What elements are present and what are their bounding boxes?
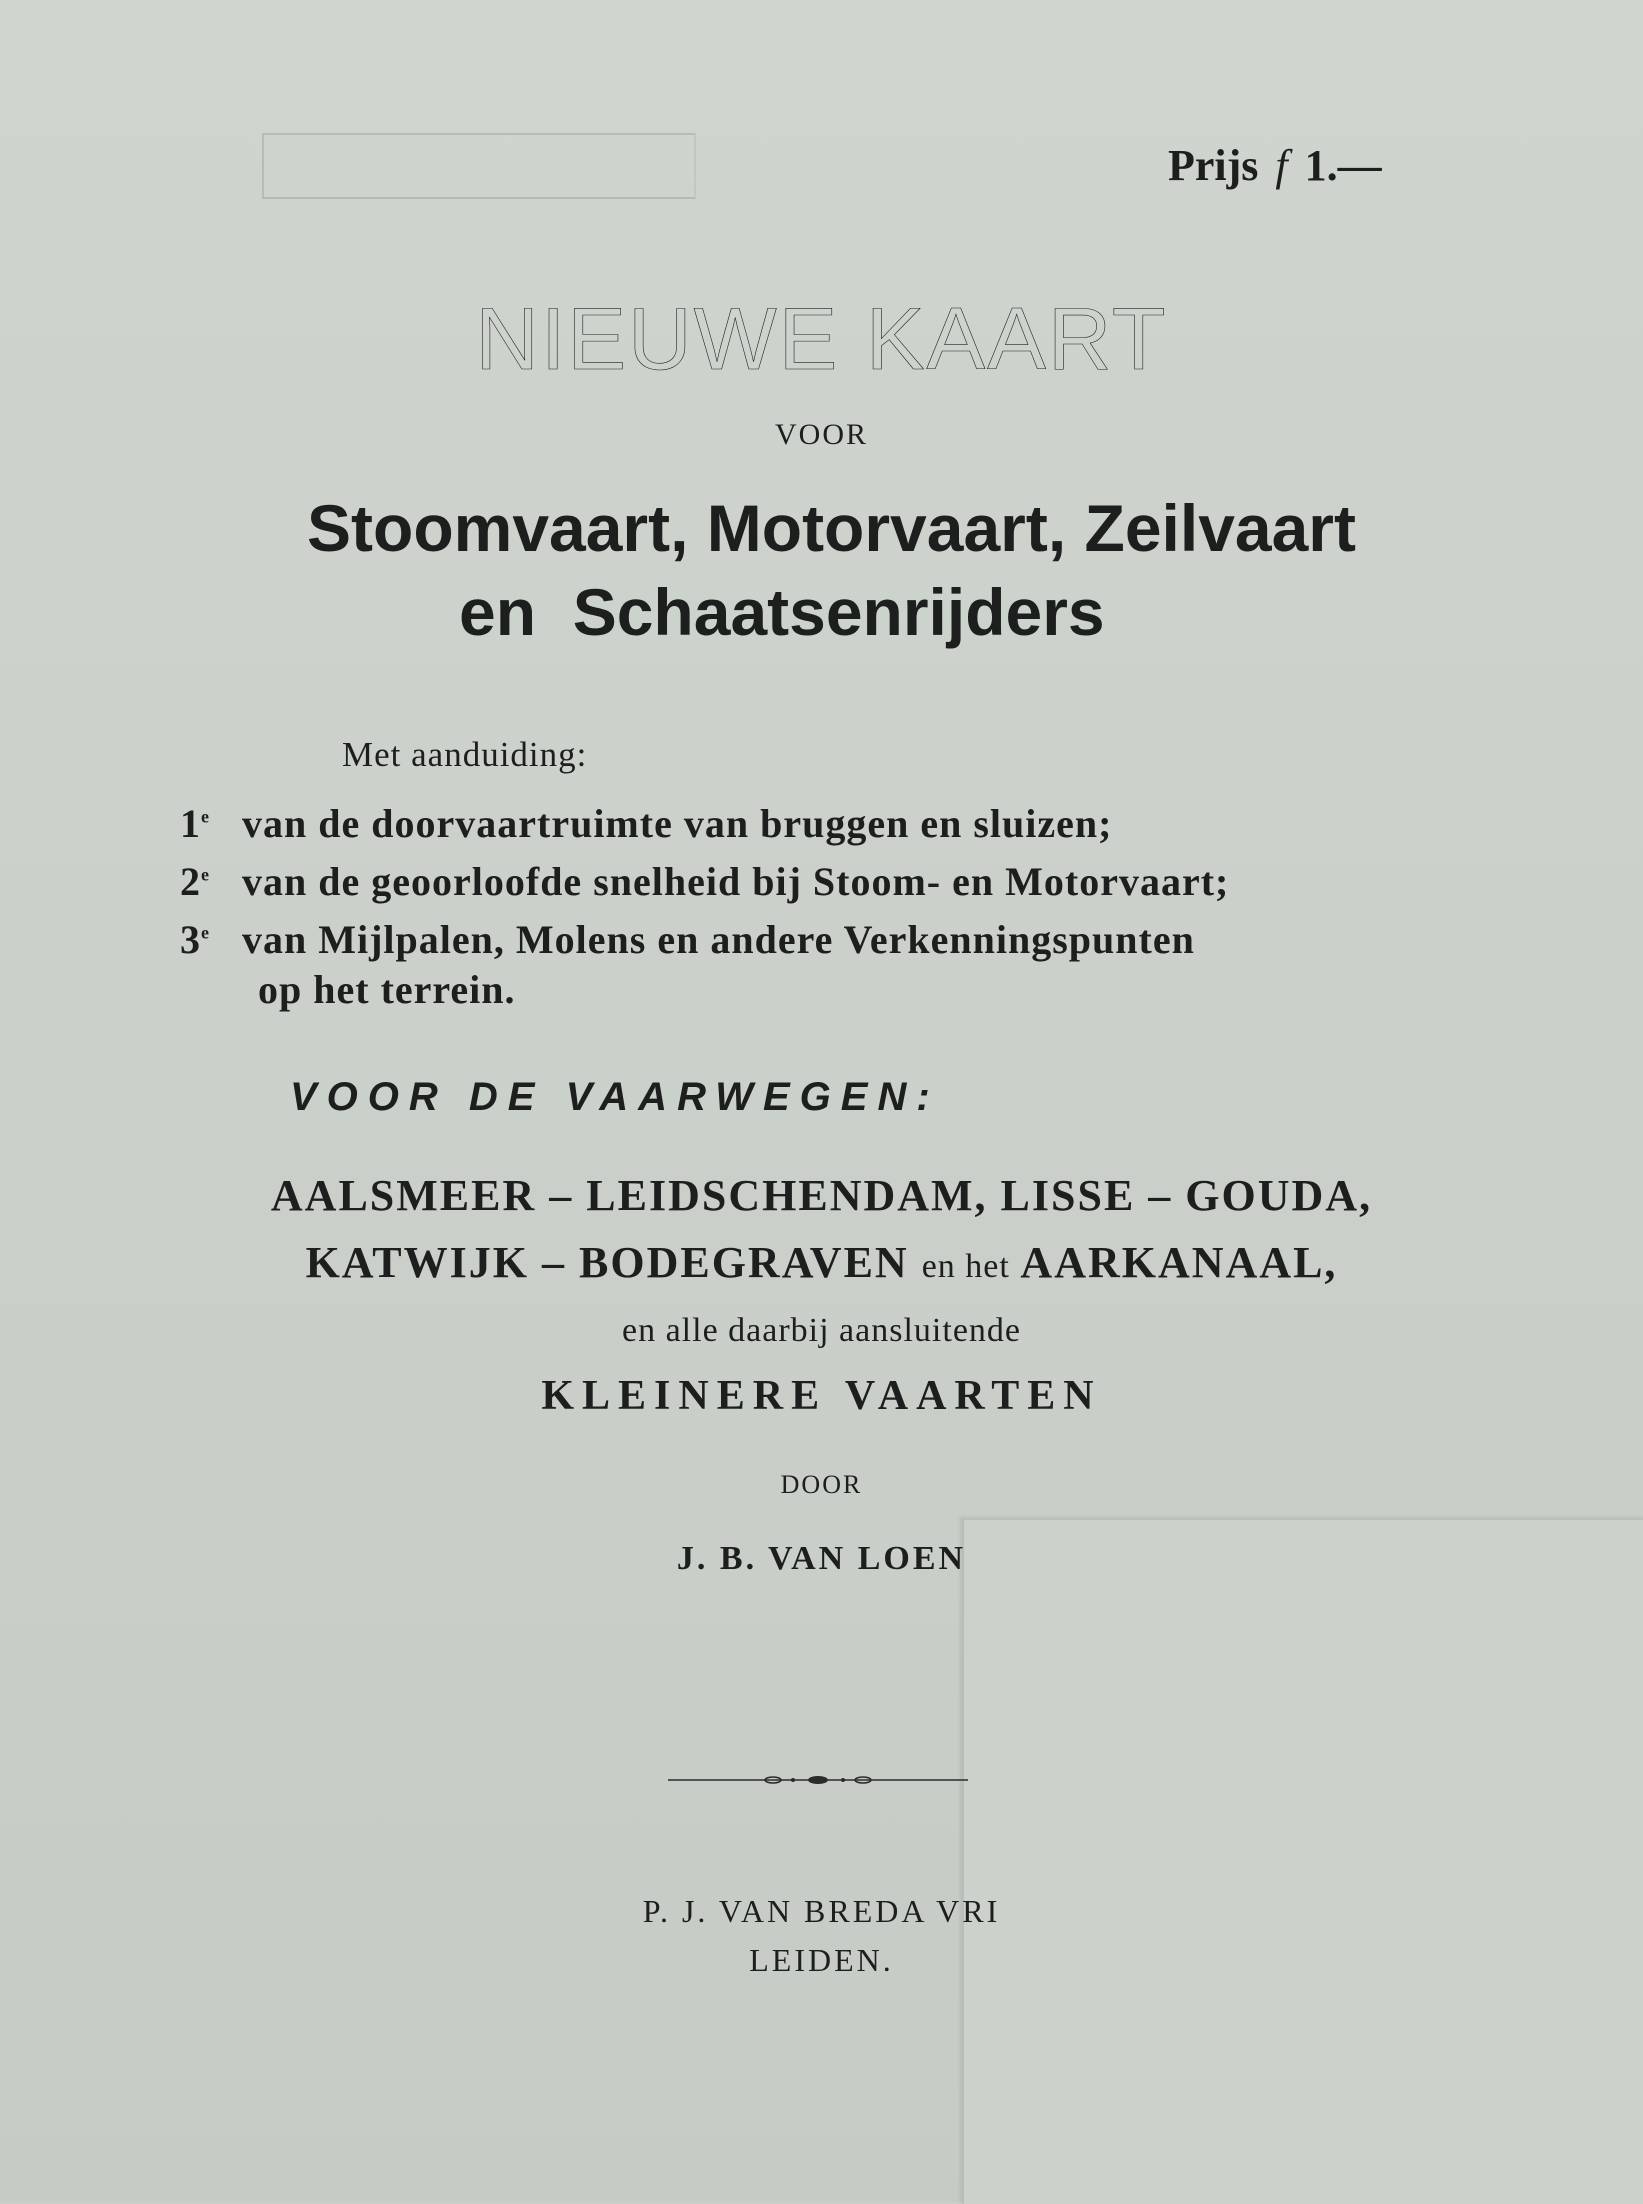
kleinere-vaarten: KLEINERE VAARTEN bbox=[541, 1373, 1102, 1419]
item-number: 3 bbox=[180, 917, 201, 962]
aansluitende-line: en alle daarbij aansluitende bbox=[622, 1312, 1021, 1349]
publisher: P. J. VAN BREDA VRI bbox=[642, 1893, 1001, 1929]
price bbox=[1168, 140, 1382, 191]
voor-label: VOOR bbox=[774, 418, 868, 451]
page-title: NIEUWE KAART bbox=[475, 289, 1168, 388]
price-label: Prijs bbox=[1168, 141, 1259, 190]
places-line-2 bbox=[0, 1237, 1643, 1288]
list-item bbox=[180, 916, 1195, 963]
list-item bbox=[180, 800, 1112, 847]
item-ordinal: e bbox=[201, 864, 210, 885]
door-label: DOOR bbox=[780, 1470, 863, 1499]
paper-patch bbox=[962, 1518, 1643, 2204]
item-number: 1 bbox=[180, 801, 201, 846]
subtitle-line-2: en Schaatsenrijders bbox=[459, 575, 1105, 649]
places-line-2-c: AARKANAAL, bbox=[1020, 1238, 1338, 1287]
places-line-1: AALSMEER – LEIDSCHENDAM, LISSE – GOUDA, bbox=[270, 1171, 1373, 1220]
met-aanduiding: Met aanduiding: bbox=[342, 735, 588, 774]
vaarwegen-heading: VOOR DE VAARWEGEN: bbox=[290, 1075, 940, 1119]
places-line-2-a: KATWIJK – BODEGRAVEN bbox=[305, 1238, 909, 1287]
item-text: van de geoorloofde snelheid bij Stoom- en Motorvaart; bbox=[242, 859, 1230, 904]
price-currency: f bbox=[1275, 141, 1288, 190]
label-box bbox=[262, 133, 696, 199]
list-item bbox=[180, 858, 1229, 905]
subtitle-line-1: Stoomvaart, Motorvaart, Zeilvaart bbox=[307, 491, 1356, 565]
item-text: van Mijlpalen, Molens en andere Verkenningspunten bbox=[242, 917, 1195, 962]
item-number: 2 bbox=[180, 859, 201, 904]
item-ordinal: e bbox=[201, 806, 210, 827]
item-continuation: op het terrein. bbox=[258, 967, 516, 1012]
places-line-2-b: en het bbox=[921, 1248, 1010, 1285]
author-name: J. B. VAN LOEN bbox=[676, 1540, 967, 1577]
price-amount: 1.— bbox=[1304, 141, 1382, 190]
item-text: van de doorvaartruimte van bruggen en sluizen; bbox=[242, 801, 1113, 846]
ornament-divider-icon bbox=[668, 1772, 968, 1788]
publisher-city: LEIDEN. bbox=[749, 1942, 894, 1978]
item-ordinal: e bbox=[201, 922, 210, 943]
